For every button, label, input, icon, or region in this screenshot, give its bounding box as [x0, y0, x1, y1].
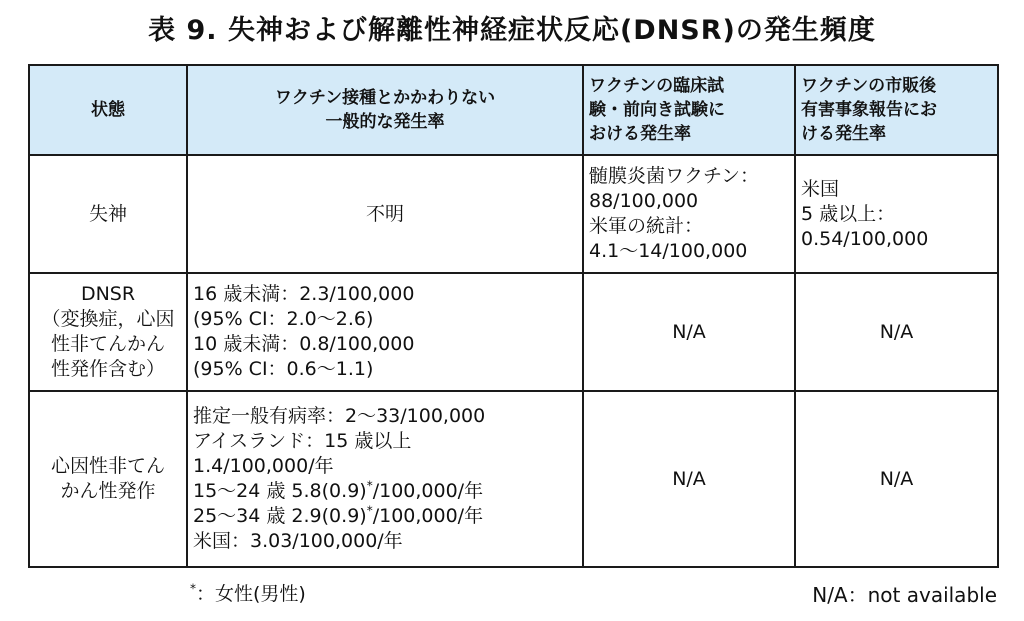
- table-row: [29, 155, 998, 273]
- header-row: [29, 65, 998, 155]
- cell-general: 不明: [187, 155, 583, 273]
- header-state: 状態: [29, 65, 187, 155]
- footnote-na: N/A：not available: [812, 583, 997, 607]
- table-title: 表 9. 失神および解離性神経症状反応(DNSR)の発生頻度: [148, 15, 876, 46]
- cell-state: 心因性非てん かん性発作: [29, 391, 187, 567]
- cell-general: 推定一般有病率：2〜33/100,000 アイスランド：15 歳以上 1.4/100,000/年 15〜24 歳 5.8(0.9)*/100,000/年 25〜34 歳 2.9(0.9)*/100,000/年 米国：3.03/100,000/年: [187, 391, 583, 567]
- cell-trial: N/A: [583, 273, 795, 391]
- cell-trial: 髄膜炎菌ワクチン： 88/100,000 米軍の統計： 4.1〜14/100,000: [583, 155, 795, 273]
- cell-post: N/A: [795, 391, 998, 567]
- cell-state: DNSR （変換症，心因 性非てんかん 性発作含む）: [29, 273, 187, 391]
- cell-state: 失神: [29, 155, 187, 273]
- footnote-asterisk: *：女性(男性): [190, 581, 306, 605]
- cell-general: 16 歳未満：2.3/100,000 (95% CI：2.0〜2.6) 10 歳未満：0.8/100,000 (95% CI：0.6〜1.1): [187, 273, 583, 391]
- header-general: ワクチン接種とかかわりない 一般的な発生率: [187, 65, 583, 155]
- header-post: ワクチンの市販後 有害事象報告にお ける発生率: [795, 65, 998, 155]
- asterisk-mark: *: [190, 581, 196, 596]
- frequency-table: [28, 64, 999, 568]
- table-row: [29, 391, 998, 567]
- table-row: [29, 273, 998, 391]
- general-line-25-34: 25〜34 歳 2.9(0.9)*/100,000/年: [193, 503, 484, 527]
- general-line-15-24: 15〜24 歳 5.8(0.9)*/100,000/年: [193, 478, 484, 502]
- asterisk-mark: *: [366, 478, 373, 493]
- asterisk-mark: *: [366, 503, 373, 518]
- cell-trial: N/A: [583, 391, 795, 567]
- cell-post: 米国 5 歳以上： 0.54/100,000: [795, 155, 998, 273]
- header-trial: ワクチンの臨床試 験・前向き試験に おける発生率: [583, 65, 795, 155]
- cell-post: N/A: [795, 273, 998, 391]
